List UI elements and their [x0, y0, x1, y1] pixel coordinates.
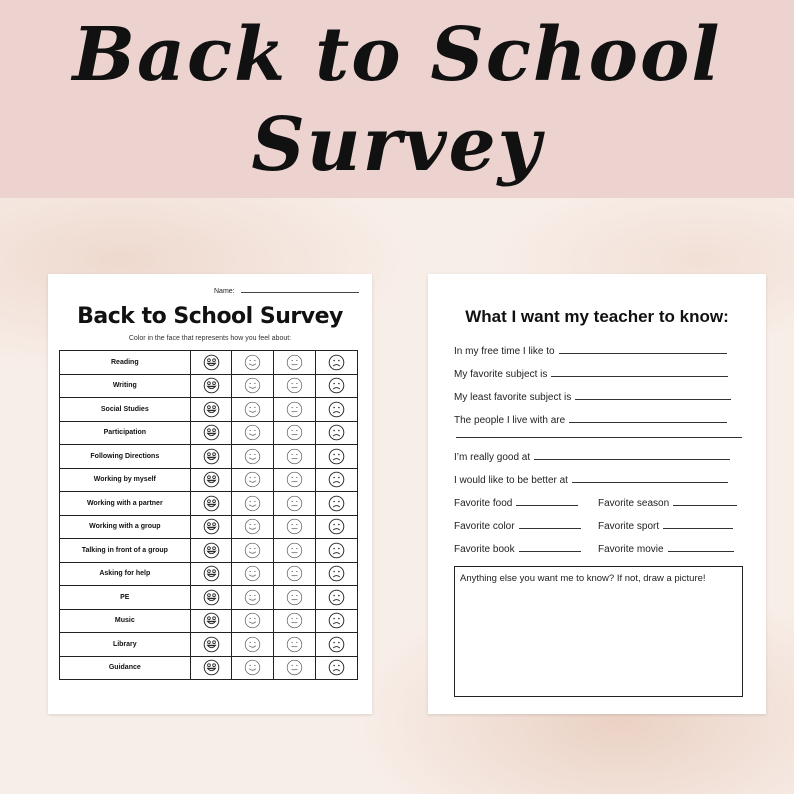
very-happy-face-icon — [191, 542, 232, 559]
sad-face-cell[interactable] — [316, 609, 358, 633]
very-happy-face-icon — [191, 448, 232, 465]
survey-row-label: PE — [60, 586, 191, 610]
survey-row-label: Reading — [60, 351, 191, 375]
neutral-face-icon — [274, 565, 315, 582]
neutral-face-icon — [274, 542, 315, 559]
survey-row-label: Working with a group — [60, 515, 191, 539]
very-happy-face-icon — [191, 612, 232, 629]
survey-row — [60, 609, 358, 633]
neutral-face-cell[interactable] — [274, 562, 316, 586]
neutral-face-cell[interactable] — [274, 609, 316, 633]
smile-face-cell[interactable] — [232, 633, 274, 657]
neutral-face-icon — [274, 377, 315, 394]
page-title-line1: Back to School — [72, 12, 722, 98]
smile-face-cell[interactable] — [232, 421, 274, 445]
teacher-worksheet — [428, 274, 766, 714]
neutral-face-cell[interactable] — [274, 633, 316, 657]
least-favorite-subject-label: My least favorite subject is — [454, 392, 572, 403]
favorite-movie-label: Favorite movie — [598, 544, 664, 555]
survey-row — [60, 351, 358, 375]
answer-blank — [569, 414, 727, 423]
neutral-face-cell[interactable] — [274, 586, 316, 610]
neutral-face-cell[interactable] — [274, 539, 316, 563]
neutral-face-icon — [274, 659, 315, 676]
smile-face-cell[interactable] — [232, 351, 274, 375]
very-happy-face-icon — [191, 471, 232, 488]
neutral-face-icon — [274, 471, 315, 488]
smile-face-cell[interactable] — [232, 562, 274, 586]
free-time-label: In my free time I like to — [454, 346, 555, 357]
sad-face-icon — [316, 589, 357, 606]
smile-face-icon — [232, 589, 273, 606]
sad-face-cell[interactable] — [316, 421, 358, 445]
favorite-color-question — [454, 520, 581, 532]
answer-blank — [551, 368, 728, 377]
very-happy-face-icon — [191, 659, 232, 676]
smile-face-cell[interactable] — [232, 586, 274, 610]
people-live-with-label: The people I live with are — [454, 415, 566, 426]
very-happy-face-icon — [191, 565, 232, 582]
survey-row-label: Library — [60, 633, 191, 657]
anything-else-box — [454, 566, 743, 697]
favorite-season-question — [598, 497, 737, 509]
neutral-face-icon — [274, 354, 315, 371]
favorite-subject-label: My favorite subject is — [454, 369, 548, 380]
sad-face-icon — [316, 659, 357, 676]
very-happy-face-cell[interactable] — [190, 421, 232, 445]
very-happy-face-cell[interactable] — [190, 633, 232, 657]
answer-blank — [572, 474, 728, 483]
answer-blank — [663, 520, 733, 529]
smile-face-icon — [232, 401, 273, 418]
sad-face-cell[interactable] — [316, 656, 358, 680]
neutral-face-cell[interactable] — [274, 374, 316, 398]
very-happy-face-icon — [191, 377, 232, 394]
smile-face-cell[interactable] — [232, 656, 274, 680]
very-happy-face-icon — [191, 495, 232, 512]
smile-face-cell[interactable] — [232, 398, 274, 422]
name-label: Name: — [214, 288, 235, 295]
survey-row-label: Guidance — [60, 656, 191, 680]
very-happy-face-cell[interactable] — [190, 539, 232, 563]
neutral-face-icon — [274, 518, 315, 535]
answer-blank — [673, 497, 737, 506]
sad-face-icon — [316, 448, 357, 465]
very-happy-face-cell[interactable] — [190, 468, 232, 492]
neutral-face-cell[interactable] — [274, 351, 316, 375]
sad-face-cell[interactable] — [316, 539, 358, 563]
neutral-face-icon — [274, 495, 315, 512]
very-happy-face-icon — [191, 518, 232, 535]
survey-row — [60, 468, 358, 492]
smile-face-icon — [232, 448, 273, 465]
answer-blank — [516, 497, 578, 506]
better-at-question — [454, 474, 728, 486]
answer-blank — [559, 345, 727, 354]
extra-answer-line — [456, 437, 742, 438]
sad-face-icon — [316, 565, 357, 582]
sad-face-cell[interactable] — [316, 633, 358, 657]
sad-face-cell[interactable] — [316, 374, 358, 398]
sad-face-cell[interactable] — [316, 586, 358, 610]
sad-face-icon — [316, 636, 357, 653]
favorite-sport-label: Favorite sport — [598, 521, 660, 532]
answer-blank — [575, 391, 731, 400]
survey-table — [59, 350, 358, 680]
really-good-at-question — [454, 451, 730, 463]
survey-row-label: Working with a partner — [60, 492, 191, 516]
answer-blank — [519, 543, 581, 552]
page-title-line2: Survey — [251, 102, 543, 188]
sad-face-icon — [316, 424, 357, 441]
survey-worksheet — [48, 274, 372, 714]
smile-face-icon — [232, 424, 273, 441]
very-happy-face-cell[interactable] — [190, 492, 232, 516]
smile-face-icon — [232, 542, 273, 559]
sad-face-icon — [316, 471, 357, 488]
smile-face-icon — [232, 612, 273, 629]
very-happy-face-cell[interactable] — [190, 445, 232, 469]
better-at-label: I would like to be better at — [454, 475, 568, 486]
very-happy-face-icon — [191, 401, 232, 418]
smile-face-cell[interactable] — [232, 468, 274, 492]
favorite-book-question — [454, 543, 581, 555]
answer-blank — [519, 520, 581, 529]
very-happy-face-icon — [191, 589, 232, 606]
survey-row — [60, 445, 358, 469]
favorite-food-label: Favorite food — [454, 498, 513, 509]
survey-row — [60, 515, 358, 539]
smile-face-icon — [232, 636, 273, 653]
sad-face-icon — [316, 612, 357, 629]
survey-title: Back to School Survey — [77, 304, 343, 329]
name-field — [214, 286, 359, 295]
smile-face-icon — [232, 471, 273, 488]
least-favorite-subject-question — [454, 391, 731, 403]
favorite-book-label: Favorite book — [454, 544, 515, 555]
sad-face-cell[interactable] — [316, 468, 358, 492]
smile-face-icon — [232, 659, 273, 676]
survey-subtitle: Color in the face that represents how you feel about: — [128, 335, 292, 342]
very-happy-face-cell[interactable] — [190, 609, 232, 633]
sad-face-icon — [316, 354, 357, 371]
favorite-color-label: Favorite color — [454, 521, 515, 532]
very-happy-face-icon — [191, 636, 232, 653]
very-happy-face-cell[interactable] — [190, 351, 232, 375]
smile-face-icon — [232, 354, 273, 371]
smile-face-icon — [232, 518, 273, 535]
survey-row — [60, 586, 358, 610]
smile-face-cell[interactable] — [232, 609, 274, 633]
answer-blank — [668, 543, 734, 552]
smile-face-icon — [232, 377, 273, 394]
smile-face-cell[interactable] — [232, 539, 274, 563]
survey-row-label: Following Directions — [60, 445, 191, 469]
survey-row — [60, 492, 358, 516]
really-good-at-label: I’m really good at — [454, 452, 531, 463]
favorite-subject-question — [454, 368, 728, 380]
sad-face-cell[interactable] — [316, 515, 358, 539]
neutral-face-cell[interactable] — [274, 468, 316, 492]
very-happy-face-cell[interactable] — [190, 656, 232, 680]
survey-row — [60, 374, 358, 398]
sad-face-icon — [316, 401, 357, 418]
neutral-face-icon — [274, 589, 315, 606]
smile-face-cell[interactable] — [232, 515, 274, 539]
very-happy-face-cell[interactable] — [190, 398, 232, 422]
survey-row-label: Participation — [60, 421, 191, 445]
survey-row-label: Social Studies — [60, 398, 191, 422]
survey-row-label: Asking for help — [60, 562, 191, 586]
very-happy-face-cell[interactable] — [190, 562, 232, 586]
favorite-food-question — [454, 497, 578, 509]
survey-row — [60, 562, 358, 586]
neutral-face-icon — [274, 448, 315, 465]
neutral-face-cell[interactable] — [274, 515, 316, 539]
very-happy-face-cell[interactable] — [190, 515, 232, 539]
sad-face-cell[interactable] — [316, 492, 358, 516]
very-happy-face-icon — [191, 424, 232, 441]
neutral-face-icon — [274, 401, 315, 418]
smile-face-icon — [232, 495, 273, 512]
survey-row-label: Talking in front of a group — [60, 539, 191, 563]
favorite-sport-question — [598, 520, 733, 532]
sad-face-icon — [316, 542, 357, 559]
sad-face-cell[interactable] — [316, 445, 358, 469]
free-time-question — [454, 345, 727, 357]
answer-blank — [534, 451, 730, 460]
teacher-title: What I want my teacher to know: — [465, 307, 729, 326]
anything-else-prompt: Anything else you want me to know? If not, draw a picture! — [460, 573, 706, 584]
survey-row — [60, 539, 358, 563]
survey-row — [60, 633, 358, 657]
smile-face-cell[interactable] — [232, 374, 274, 398]
neutral-face-cell[interactable] — [274, 492, 316, 516]
sad-face-cell[interactable] — [316, 562, 358, 586]
smile-face-cell[interactable] — [232, 492, 274, 516]
neutral-face-cell[interactable] — [274, 398, 316, 422]
favorite-season-label: Favorite season — [598, 498, 670, 509]
name-blank — [241, 286, 359, 293]
survey-row — [60, 421, 358, 445]
sad-face-cell[interactable] — [316, 351, 358, 375]
survey-row-label: Writing — [60, 374, 191, 398]
favorite-movie-question — [598, 543, 734, 555]
sad-face-icon — [316, 495, 357, 512]
people-live-with-question — [454, 414, 727, 426]
neutral-face-cell[interactable] — [274, 445, 316, 469]
survey-row — [60, 398, 358, 422]
smile-face-cell[interactable] — [232, 445, 274, 469]
sad-face-icon — [316, 518, 357, 535]
very-happy-face-icon — [191, 354, 232, 371]
survey-row — [60, 656, 358, 680]
neutral-face-icon — [274, 424, 315, 441]
sad-face-cell[interactable] — [316, 398, 358, 422]
very-happy-face-cell[interactable] — [190, 586, 232, 610]
neutral-face-icon — [274, 636, 315, 653]
sad-face-icon — [316, 377, 357, 394]
neutral-face-cell[interactable] — [274, 421, 316, 445]
smile-face-icon — [232, 565, 273, 582]
very-happy-face-cell[interactable] — [190, 374, 232, 398]
neutral-face-cell[interactable] — [274, 656, 316, 680]
survey-row-label: Working by myself — [60, 468, 191, 492]
neutral-face-icon — [274, 612, 315, 629]
survey-row-label: Music — [60, 609, 191, 633]
